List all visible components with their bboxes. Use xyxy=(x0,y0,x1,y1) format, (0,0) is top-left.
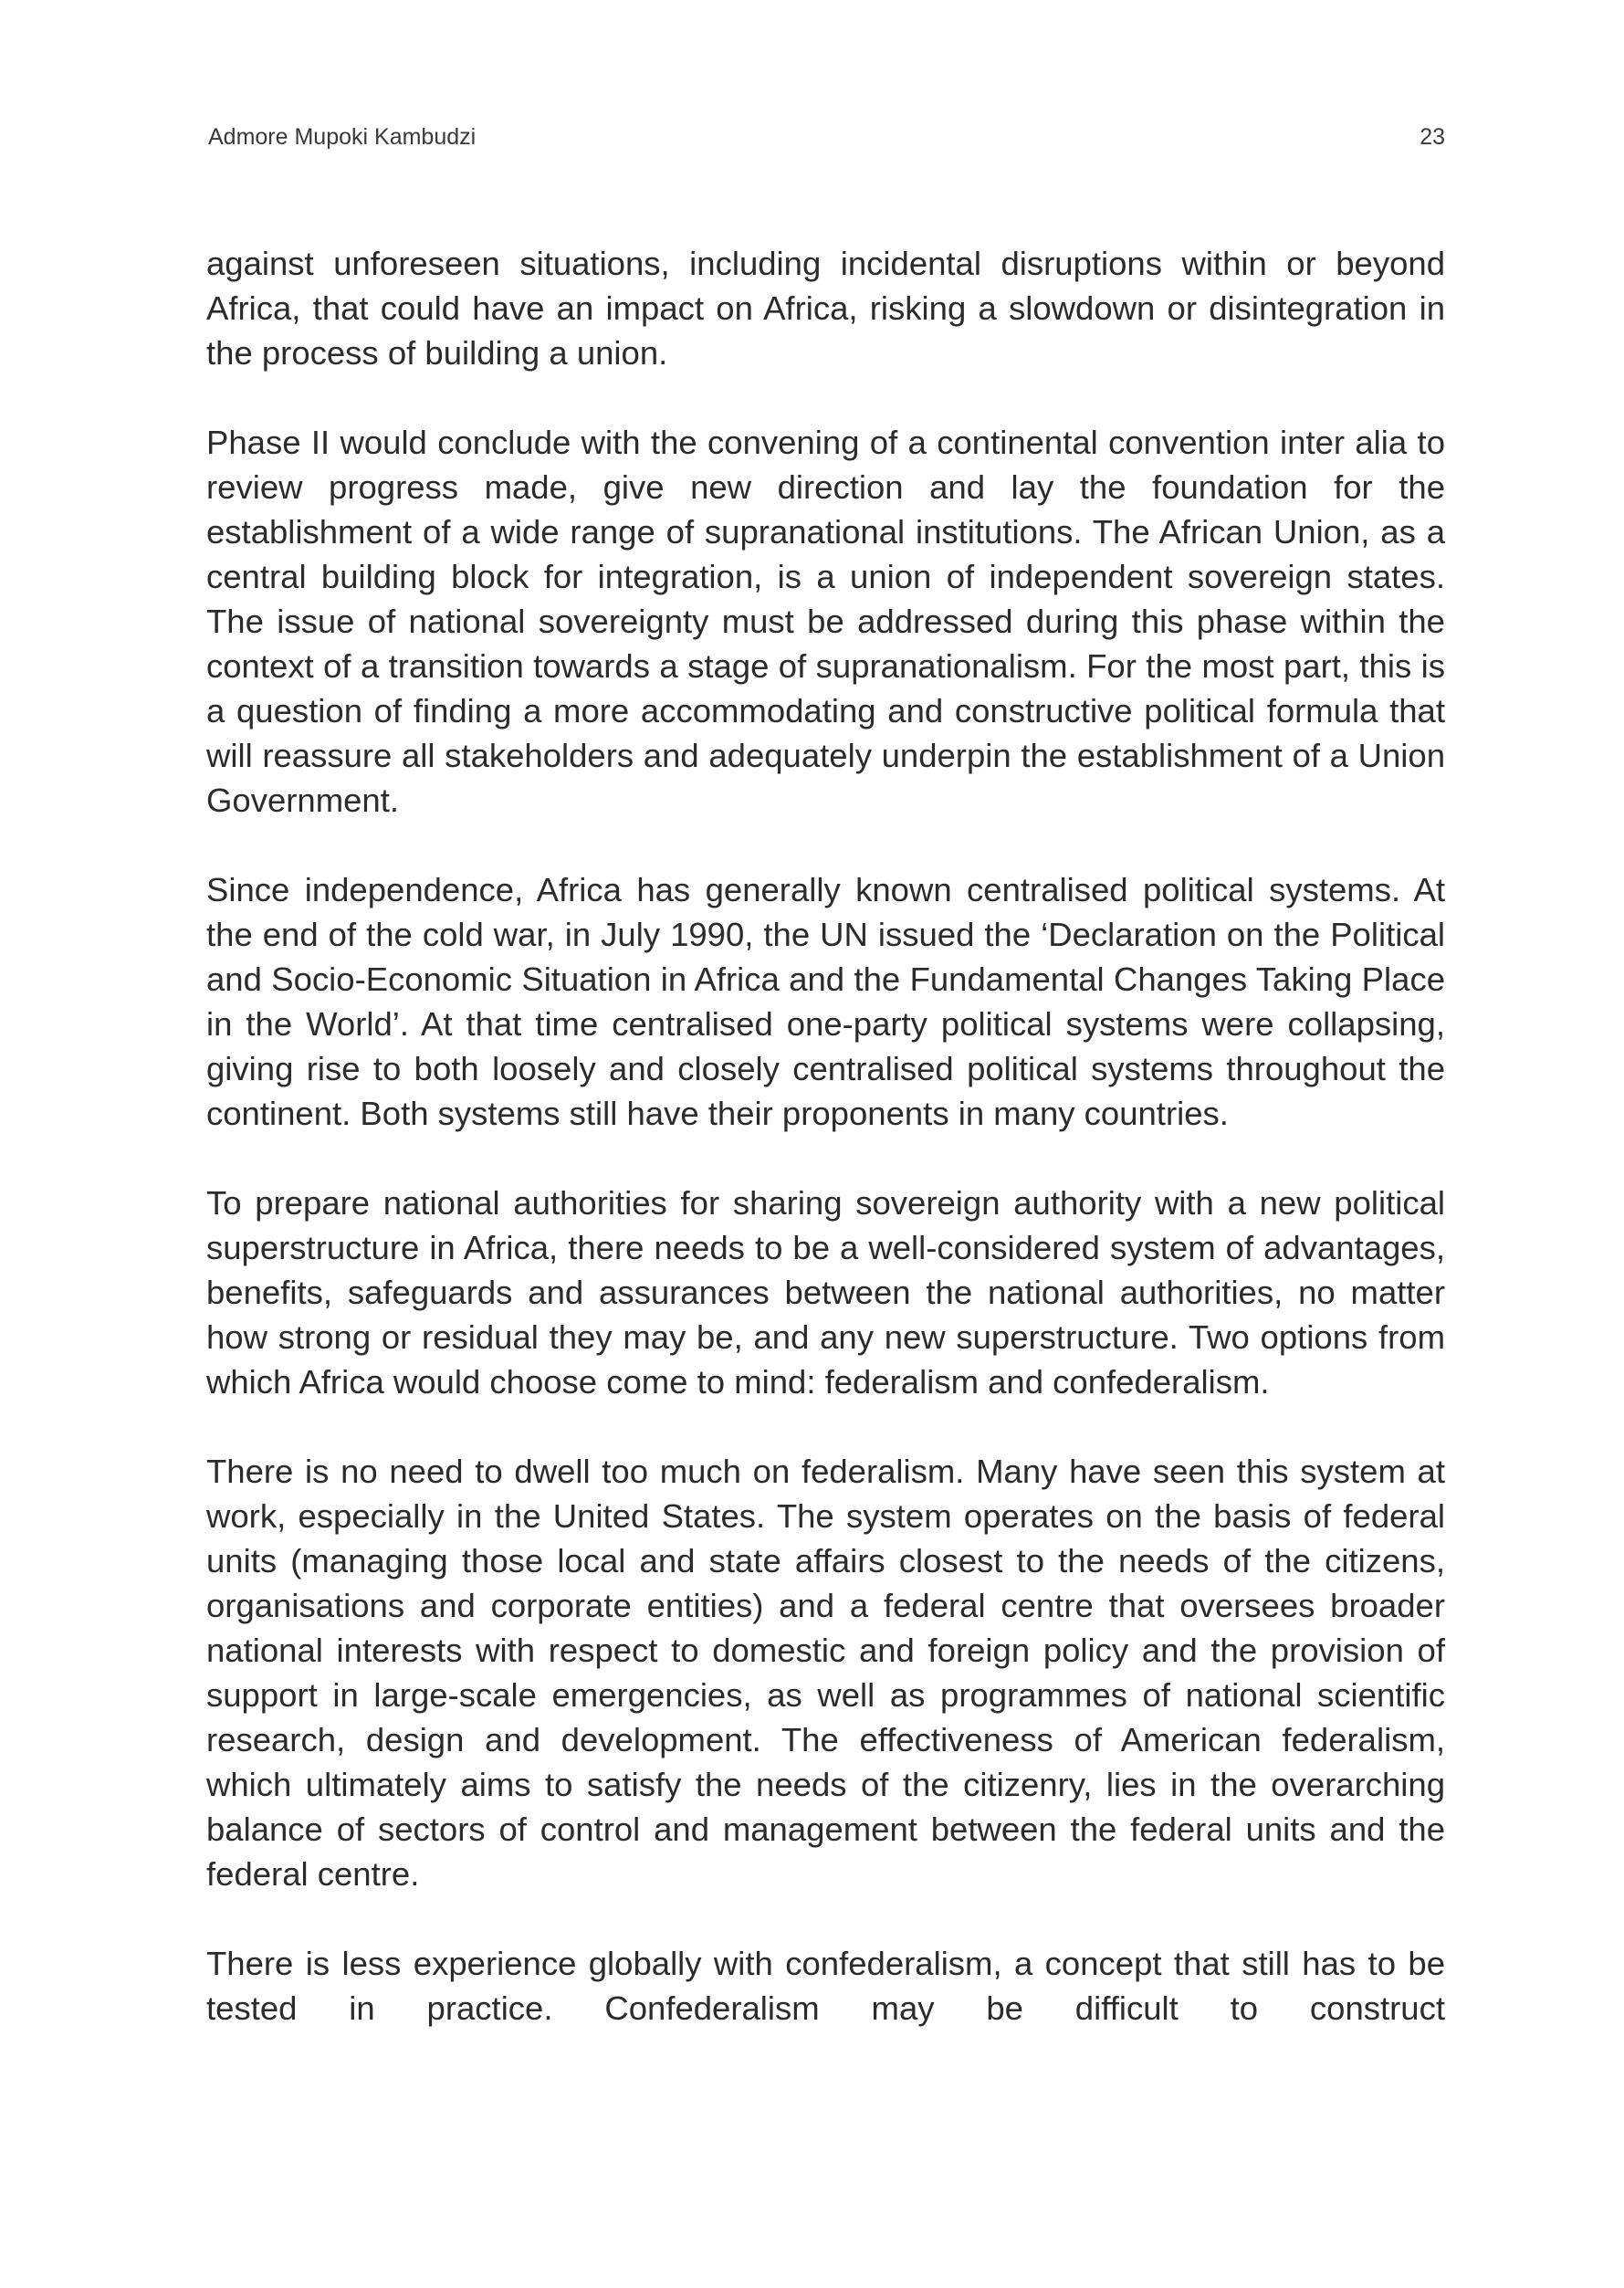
header-author: Admore Mupoki Kambudzi xyxy=(208,124,477,150)
paragraph: Phase II would conclude with the convening of a continental convention inter alia to review progress made, give new direction and lay the foundation for the establishment of a wide range of supranational institutions. The African Union, as a central building block for integration, is a union of independent sovereign states. The issue of national sovereignty must be addressed during this phase within the context of a transition towards a stage of supranationalism. For the most part, this is a question of finding a more accommodating and constructive political formula that will reassure all stakeholders and adequately underpin the establishment of a Union Government. xyxy=(206,424,1445,819)
paragraph: There is less experience globally with confederalism, a concept that still has to be tested in practice. Confederalism may be difficult to construct xyxy=(206,1945,1445,2027)
page-number: 23 xyxy=(1420,124,1445,150)
body-text xyxy=(206,241,1445,2075)
paragraph: against unforeseen situations, including incidental disruptions within or beyond Africa, that could have an impact on Africa, risking a slowdown or disintegration in the process of building a union. xyxy=(206,245,1445,372)
paragraph: There is no need to dwell too much on federalism. Many have seen this system at work, especially in the United States. The system operates on the basis of federal units (managing those local and state affairs closest to the needs of the citizens, organisations and corporate entities) and a federal centre that oversees broader national interests with respect to domestic and foreign policy and the provision of support in large-scale emergencies, as well as programmes of national scientific research, design and development. The effectiveness of American federalism, which ultimately aims to satisfy the needs of the citizenry, lies in the overarching balance of sectors of control and management between the federal units and the federal centre. xyxy=(206,1453,1445,1893)
paragraph: Since independence, Africa has generally known centralised political systems. At the end of the cold war, in July 1990, the UN issued the ‘Declaration on the Political and Socio-Economic Situation in Africa and the Fundamental Changes Taking Place in the World’. At that time centralised one-party political systems were collapsing, giving rise to both loosely and closely centralised political systems throughout the continent. Both systems still have their proponents in many countries. xyxy=(206,871,1445,1132)
paragraph: To prepare national authorities for sharing sovereign authority with a new political superstructure in Africa, there needs to be a well-considered system of advantages, benefits, safeguards and assurances between the national authorities, no matter how strong or residual they may be, and any new superstructure. Two options from which Africa would choose come to mind: federalism and confederalism. xyxy=(206,1184,1445,1401)
running-header xyxy=(208,124,1445,161)
